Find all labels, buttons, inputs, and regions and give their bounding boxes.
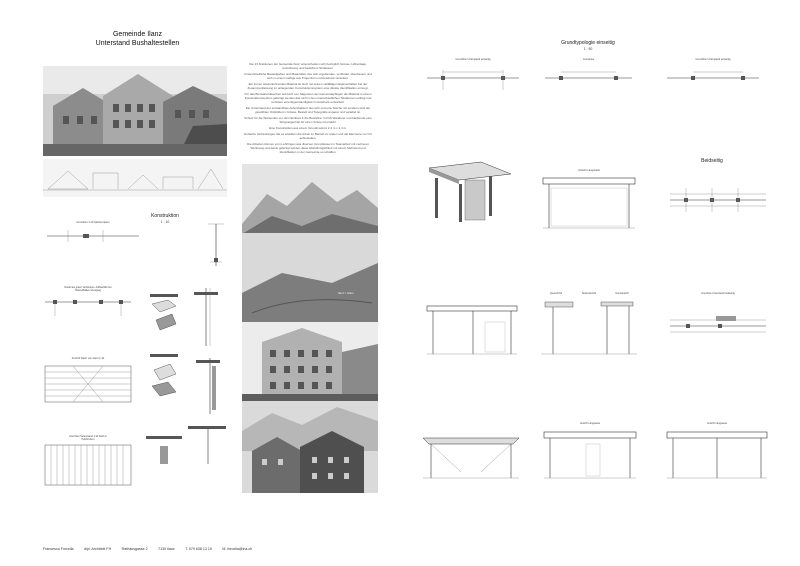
typology-elevation-4 xyxy=(665,424,769,482)
roof-plan-label: Ansicht Dach von oben 1:10 xyxy=(71,357,105,360)
mountain-photo xyxy=(242,164,378,244)
typology-elevation-1-label: Ansicht Längsseite xyxy=(578,169,600,172)
beidseitig-plan-2 xyxy=(666,292,770,356)
typology-plan-3 xyxy=(663,60,763,96)
typology-plan-1-label: Grundriss Unterstand einseitig xyxy=(455,58,491,61)
typology-elevation-2 xyxy=(421,432,521,482)
description-paragraph: Schutz für die Wartenden vor dem Einfluss fr die Busfahrer in Fuß Wanderer und bleibende eine Sitzgelegenheit für einen Szene ist erlaubt. xyxy=(244,116,372,124)
typology-plan-1 xyxy=(423,60,523,96)
typology-section-a-label: Querschnitt xyxy=(549,292,563,295)
section-drawing xyxy=(43,286,133,320)
footer-contact xyxy=(43,537,443,555)
roof-plan-drawing xyxy=(43,357,133,406)
typology-plan-3-label: Grundriss Unterstand einseitig xyxy=(695,58,731,61)
typology-sections-b xyxy=(541,292,637,358)
sketch-strip xyxy=(43,159,227,197)
joint-axo-details xyxy=(146,290,182,470)
typology-section-c-label: Innenansicht xyxy=(615,292,629,295)
typology-elevation-3 xyxy=(542,424,638,482)
plan-drawing xyxy=(43,221,143,266)
title-line-1: Gemeinde Ilanz xyxy=(112,31,163,38)
description-paragraph: Die Arbeiten können vom Lehrlingen aus diversen Grundwissen in Teamarbeit mit mehreren Werkzeug und damit gefertigt werden diese Abstufmöglichkeit mit einem Mehrwert und Identifikation in der Gemeinde so schaffen. xyxy=(247,142,369,154)
village-photo-drawing xyxy=(43,66,227,156)
description-paragraph: Einfache Verbindungen die es erlauben die Arbeit im Betrieb zu rüsten und die Elemente vor Ort aufzustellen. xyxy=(244,132,372,140)
grundtypologie-scale: 1 : 50 xyxy=(583,47,593,51)
section-label: Detail des guten Verbindens, Aufbauhilfe bei Stütze/Balken Übergang xyxy=(64,286,112,292)
konstruktion-scale: 1 : 10 xyxy=(160,220,170,224)
typology-elevation-3-label: Ansicht Längsseite xyxy=(706,422,728,425)
photo-caption: Ilanz / Glion xyxy=(338,291,354,295)
typology-elevation-2-label: Ansicht Längsseite xyxy=(579,422,601,425)
beidseitig-plan xyxy=(666,182,770,218)
footer-email[interactable]: M. forcella@ina.ch xyxy=(222,547,253,551)
typology-plan-2 xyxy=(541,60,636,96)
page-title xyxy=(70,30,205,48)
typology-section-b-label: Seitenansicht xyxy=(581,292,597,295)
description-paragraph: Ein immer wiederkehrendes Material ist Holz mit seinen vielfältigen Eigenschaften bei der Zusammenfassung im anliegenden Konstruktionssystem eine direkte Identifikation erzeugt. xyxy=(247,82,369,90)
beidseitig-plan-label: Grundriss Unterstand beidseitig xyxy=(701,292,735,295)
footer-title: dipl. Architekt FH xyxy=(84,547,112,551)
konstruktion-heading: Konstruktion xyxy=(151,213,179,219)
footer-phone: T. 079 638 13 19 xyxy=(185,547,212,551)
typology-elevation-1 xyxy=(541,169,637,232)
detail-elevation xyxy=(188,222,226,268)
side-elevation-label: Ansichten Seitenwand 1:10 Dach in Holzbrettern xyxy=(69,435,107,441)
grundtypologie-heading: Grundtypologie einseitig xyxy=(561,40,615,46)
footer-city: 7130 Ilanz xyxy=(158,547,175,551)
footer-street: Rathausgasse 2 xyxy=(121,547,148,551)
chalets-photo xyxy=(242,401,378,493)
description-paragraph: Unterschiedliche Bauaufgaben und Materialien des sich ergebenden, verbindet, überdauern und sich in einem Gefüge aus Proportion und Ausdruck verankert. xyxy=(244,72,372,80)
typology-section-a xyxy=(425,302,519,358)
beidseitig-heading: Beidseitig xyxy=(701,158,723,164)
description-paragraph: Ein Unterstand der einwandfreie Aufenthaltsort des sich und eine Nische mit sondern sind der gewölbten Ortsbildet in Grösse, Bestell und Topografie anpasst und variabel ist. xyxy=(245,106,371,114)
shelter-axonometry xyxy=(425,158,515,224)
hotel-photo xyxy=(242,322,378,402)
description-paragraph: Für das Buswartehäuschen soll Holz von Sägereien der Gemeindepflegen als Material in einem Konstruktionssystem gefertigt werden das sich in den unterschiedlichen Situationen einfügt und trotzdem eine Eigenständigkeit im Ausdruck entwickelt. xyxy=(244,92,372,104)
plan-label: Grundriss 1:10 Stützenraster xyxy=(76,221,110,224)
village-photo xyxy=(43,66,227,156)
side-elevation-drawing xyxy=(43,435,133,489)
footer-name: Francesco Forcella xyxy=(43,547,74,551)
title-line-2: Unterstand Bushaltestellen xyxy=(95,40,180,47)
valley-photo xyxy=(242,233,378,323)
section-detail-column xyxy=(188,286,226,466)
description-text xyxy=(242,62,374,162)
typology-plan-2-label: Grundriss xyxy=(582,58,595,61)
description-paragraph: Die 13 Fraktionen der Gemeinde Ilanz unterscheiden sich bezüglich Grösse, Höhenlage, Ausrichtung und baulichem Strukturen. xyxy=(249,62,367,70)
description-paragraph: Eine Konstruktion aus einem Grundmodul à 2,4 m x 2,4 m. xyxy=(269,126,347,130)
